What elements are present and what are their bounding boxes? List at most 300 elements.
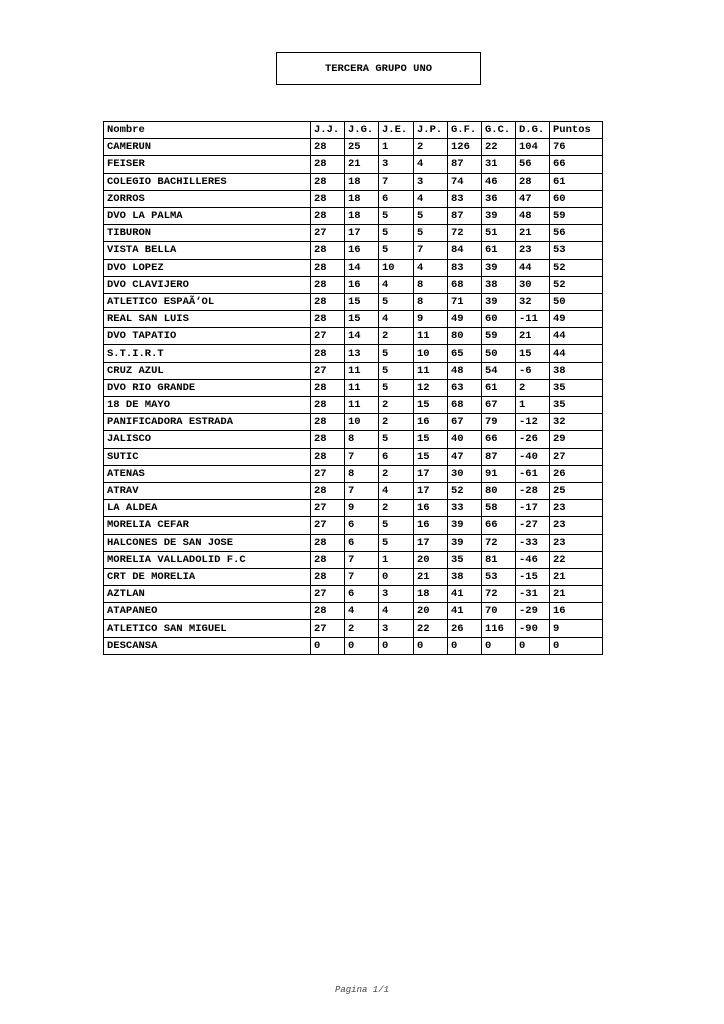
stat-cell: 87 [482,448,516,465]
stat-cell: 30 [516,276,550,293]
stat-cell: 18 [345,207,379,224]
stat-cell: 8 [414,293,448,310]
stat-cell: 28 [311,293,345,310]
table-row [104,293,603,310]
team-name-cell: LA ALDEA [104,500,311,517]
stat-cell: -61 [516,465,550,482]
stat-cell: 28 [311,603,345,620]
stat-cell: 50 [550,293,603,310]
stat-cell: 16 [345,242,379,259]
stat-cell: -6 [516,362,550,379]
stat-cell: 16 [414,500,448,517]
stat-cell: 15 [414,397,448,414]
stat-cell: 28 [311,207,345,224]
stat-cell: -28 [516,482,550,499]
stat-cell: 2 [414,139,448,156]
team-name-cell: DESCANSA [104,637,311,654]
table-row [104,586,603,603]
team-name-cell: JALISCO [104,431,311,448]
stat-cell: 28 [311,156,345,173]
stat-cell: 2 [379,500,414,517]
stat-cell: 71 [448,293,482,310]
stat-cell: 44 [550,328,603,345]
table-row [104,276,603,293]
stat-cell: 0 [379,568,414,585]
team-name-cell: MORELIA CEFAR [104,517,311,534]
stat-cell: 26 [550,465,603,482]
stat-cell: 74 [448,173,482,190]
stat-cell: 4 [379,482,414,499]
stat-cell: 47 [516,190,550,207]
table-row [104,207,603,224]
stat-cell: 5 [379,362,414,379]
stat-cell: 5 [379,379,414,396]
stat-cell: 35 [550,379,603,396]
stat-cell: 52 [448,482,482,499]
stat-cell: 16 [345,276,379,293]
stat-cell: 44 [550,345,603,362]
stat-cell: 4 [345,603,379,620]
stat-cell: 26 [448,620,482,637]
stat-cell: 28 [311,379,345,396]
stat-cell: 21 [516,225,550,242]
stat-cell: 53 [550,242,603,259]
stat-cell: 63 [448,379,482,396]
stat-cell: 72 [482,586,516,603]
stat-cell: 11 [345,397,379,414]
stat-cell: 65 [448,345,482,362]
stat-cell: 5 [379,242,414,259]
stat-cell: 7 [379,173,414,190]
stat-cell: 27 [311,328,345,345]
stat-cell: 87 [448,156,482,173]
stat-cell: 23 [550,500,603,517]
stat-cell: 6 [345,517,379,534]
stat-cell: 22 [414,620,448,637]
table-body [104,139,603,655]
stat-cell: 21 [414,568,448,585]
stat-cell: -17 [516,500,550,517]
stat-cell: 23 [550,534,603,551]
stat-cell: -90 [516,620,550,637]
stat-cell: 28 [311,482,345,499]
stat-cell: 53 [482,568,516,585]
stat-cell: 48 [448,362,482,379]
stat-cell: 27 [311,517,345,534]
team-name-cell: FEISER [104,156,311,173]
table-row [104,551,603,568]
stat-cell: 8 [345,431,379,448]
stat-cell: 41 [448,586,482,603]
stat-cell: 28 [311,259,345,276]
stat-cell: -15 [516,568,550,585]
stat-cell: 25 [345,139,379,156]
stat-cell: 39 [482,293,516,310]
stat-cell: 70 [482,603,516,620]
stat-cell: 32 [550,414,603,431]
stat-cell: 28 [311,276,345,293]
stat-cell: 35 [448,551,482,568]
team-name-cell: ATENAS [104,465,311,482]
stat-cell: 6 [345,534,379,551]
stat-cell: 14 [345,328,379,345]
column-header: D.G. [516,122,550,139]
team-name-cell: TIBURON [104,225,311,242]
stat-cell: 5 [379,293,414,310]
stat-cell: 0 [482,637,516,654]
stat-cell: 20 [414,603,448,620]
standings-table [103,121,603,655]
stat-cell: 9 [550,620,603,637]
table-row [104,431,603,448]
stat-cell: 28 [516,173,550,190]
stat-cell: -26 [516,431,550,448]
stat-cell: 0 [448,637,482,654]
stat-cell: 54 [482,362,516,379]
table-row [104,190,603,207]
stat-cell: 72 [448,225,482,242]
stat-cell: 9 [345,500,379,517]
stat-cell: 0 [516,637,550,654]
stat-cell: 28 [311,414,345,431]
team-name-cell: DVO LA PALMA [104,207,311,224]
stat-cell: 31 [482,156,516,173]
table-row [104,414,603,431]
stat-cell: 51 [482,225,516,242]
stat-cell: 5 [379,207,414,224]
stat-cell: 66 [550,156,603,173]
team-name-cell: DVO LOPEZ [104,259,311,276]
stat-cell: -27 [516,517,550,534]
stat-cell: 59 [550,207,603,224]
stat-cell: 12 [414,379,448,396]
stat-cell: 21 [550,568,603,585]
stat-cell: 38 [482,276,516,293]
stat-cell: 11 [414,362,448,379]
stat-cell: 15 [345,311,379,328]
stat-cell: 39 [448,517,482,534]
stat-cell: 28 [311,534,345,551]
stat-cell: 39 [448,534,482,551]
stat-cell: 2 [379,328,414,345]
table-row [104,156,603,173]
table-row [104,311,603,328]
stat-cell: 66 [482,431,516,448]
stat-cell: 44 [516,259,550,276]
stat-cell: 15 [414,431,448,448]
table-header [104,122,603,139]
stat-cell: 56 [550,225,603,242]
team-name-cell: ZORROS [104,190,311,207]
stat-cell: 83 [448,190,482,207]
stat-cell: 4 [414,190,448,207]
team-name-cell: S.T.I.R.T [104,345,311,362]
stat-cell: 5 [379,517,414,534]
stat-cell: 2 [379,465,414,482]
stat-cell: 80 [482,482,516,499]
stat-cell: 27 [311,225,345,242]
stat-cell: 14 [345,259,379,276]
stat-cell: 38 [550,362,603,379]
stat-cell: 2 [345,620,379,637]
team-name-cell: DVO TAPATIO [104,328,311,345]
table-row [104,397,603,414]
stat-cell: 50 [482,345,516,362]
stat-cell: 4 [379,603,414,620]
stat-cell: 0 [345,637,379,654]
stat-cell: 5 [379,225,414,242]
stat-cell: 68 [448,397,482,414]
stat-cell: 91 [482,465,516,482]
team-name-cell: CRUZ AZUL [104,362,311,379]
team-name-cell: DVO CLAVIJERO [104,276,311,293]
table-row [104,345,603,362]
stat-cell: 0 [311,637,345,654]
stat-cell: 23 [550,517,603,534]
stat-cell: 28 [311,568,345,585]
stat-cell: 25 [550,482,603,499]
stat-cell: 36 [482,190,516,207]
stat-cell: 2 [379,414,414,431]
table-row [104,173,603,190]
stat-cell: 29 [550,431,603,448]
stat-cell: 39 [482,259,516,276]
stat-cell: 49 [550,311,603,328]
team-name-cell: REAL SAN LUIS [104,311,311,328]
stat-cell: 67 [448,414,482,431]
team-name-cell: SUTIC [104,448,311,465]
stat-cell: 5 [379,431,414,448]
table-row [104,500,603,517]
stat-cell: 11 [345,379,379,396]
stat-cell: 27 [550,448,603,465]
stat-cell: 28 [311,397,345,414]
stat-cell: 8 [345,465,379,482]
stat-cell: 68 [448,276,482,293]
table-row [104,362,603,379]
stat-cell: 33 [448,500,482,517]
stat-cell: 2 [379,397,414,414]
stat-cell: 20 [414,551,448,568]
column-header: J.E. [379,122,414,139]
stat-cell: 59 [482,328,516,345]
stat-cell: 1 [379,551,414,568]
table-row [104,448,603,465]
stat-cell: 10 [345,414,379,431]
stat-cell: 76 [550,139,603,156]
column-header: G.C. [482,122,516,139]
stat-cell: 52 [550,259,603,276]
stat-cell: 1 [379,139,414,156]
stat-cell: 28 [311,139,345,156]
table-row [104,620,603,637]
team-name-cell: DVO RIO GRANDE [104,379,311,396]
stat-cell: 60 [550,190,603,207]
stat-cell: 48 [516,207,550,224]
stat-cell: 18 [414,586,448,603]
stat-cell: 30 [448,465,482,482]
table-row [104,328,603,345]
stat-cell: 27 [311,586,345,603]
table-row [104,517,603,534]
stat-cell: -40 [516,448,550,465]
stat-cell: 28 [311,448,345,465]
table-row [104,379,603,396]
stat-cell: 83 [448,259,482,276]
stat-cell: 6 [379,190,414,207]
stat-cell: 4 [379,276,414,293]
stat-cell: 47 [448,448,482,465]
stat-cell: 3 [414,173,448,190]
team-name-cell: CRT DE MORELIA [104,568,311,585]
table-row [104,603,603,620]
stat-cell: 35 [550,397,603,414]
stat-cell: 0 [550,637,603,654]
page-title: TERCERA GRUPO UNO [276,52,481,85]
team-name-cell: MORELIA VALLADOLID F.C [104,551,311,568]
stat-cell: 21 [516,328,550,345]
stat-cell: 4 [379,311,414,328]
team-name-cell: AZTLAN [104,586,311,603]
table-row [104,534,603,551]
stat-cell: 11 [345,362,379,379]
team-name-cell: VISTA BELLA [104,242,311,259]
stat-cell: 17 [414,482,448,499]
stat-cell: 17 [414,534,448,551]
table-row [104,568,603,585]
stat-cell: 9 [414,311,448,328]
stat-cell: 66 [482,517,516,534]
stat-cell: 56 [516,156,550,173]
stat-cell: 5 [379,345,414,362]
stat-cell: 87 [448,207,482,224]
stat-cell: 46 [482,173,516,190]
stat-cell: 104 [516,139,550,156]
stat-cell: 79 [482,414,516,431]
stat-cell: -31 [516,586,550,603]
header-row [104,122,603,139]
stat-cell: 4 [414,156,448,173]
table-row [104,242,603,259]
stat-cell: 72 [482,534,516,551]
table-row [104,482,603,499]
team-name-cell: COLEGIO BACHILLERES [104,173,311,190]
stat-cell: 7 [345,568,379,585]
stat-cell: 3 [379,156,414,173]
stat-cell: -12 [516,414,550,431]
table-row [104,139,603,156]
stat-cell: 2 [516,379,550,396]
column-header: Nombre [104,122,311,139]
stat-cell: 21 [550,586,603,603]
column-header: Puntos [550,122,603,139]
stat-cell: 8 [414,276,448,293]
stat-cell: 28 [311,431,345,448]
stat-cell: 28 [311,311,345,328]
stat-cell: 28 [311,551,345,568]
stat-cell: 41 [448,603,482,620]
stat-cell: 4 [414,259,448,276]
team-name-cell: PANIFICADORA ESTRADA [104,414,311,431]
stat-cell: 17 [345,225,379,242]
stat-cell: -29 [516,603,550,620]
stat-cell: 5 [379,534,414,551]
column-header: G.F. [448,122,482,139]
stat-cell: 32 [516,293,550,310]
stat-cell: 16 [550,603,603,620]
stat-cell: 11 [414,328,448,345]
stat-cell: 52 [550,276,603,293]
stat-cell: -33 [516,534,550,551]
stat-cell: 84 [448,242,482,259]
stat-cell: 58 [482,500,516,517]
stat-cell: 13 [345,345,379,362]
stat-cell: 126 [448,139,482,156]
stat-cell: 5 [414,207,448,224]
team-name-cell: HALCONES DE SAN JOSE [104,534,311,551]
stat-cell: 10 [379,259,414,276]
stat-cell: 3 [379,586,414,603]
table-row [104,225,603,242]
stat-cell: 81 [482,551,516,568]
stat-cell: 28 [311,190,345,207]
stat-cell: 6 [379,448,414,465]
column-header: J.P. [414,122,448,139]
stat-cell: 7 [345,448,379,465]
stat-cell: 61 [482,242,516,259]
stat-cell: 40 [448,431,482,448]
team-name-cell: ATLETICO ESPAÃ‘OL [104,293,311,310]
stat-cell: 21 [345,156,379,173]
stat-cell: 7 [345,482,379,499]
stat-cell: 27 [311,362,345,379]
stat-cell: 27 [311,465,345,482]
stat-cell: 28 [311,345,345,362]
table-row [104,637,603,654]
stat-cell: 28 [311,242,345,259]
stat-cell: 15 [516,345,550,362]
stat-cell: 60 [482,311,516,328]
stat-cell: 27 [311,620,345,637]
stat-cell: 16 [414,414,448,431]
team-name-cell: ATLETICO SAN MIGUEL [104,620,311,637]
stat-cell: 67 [482,397,516,414]
team-name-cell: 18 DE MAYO [104,397,311,414]
stat-cell: 16 [414,517,448,534]
stat-cell: 18 [345,190,379,207]
stat-cell: 22 [550,551,603,568]
stat-cell: 6 [345,586,379,603]
stat-cell: 15 [414,448,448,465]
stat-cell: 28 [311,173,345,190]
stat-cell: 23 [516,242,550,259]
stat-cell: 0 [414,637,448,654]
team-name-cell: CAMERUN [104,139,311,156]
team-name-cell: ATRAV [104,482,311,499]
table-row [104,259,603,276]
stat-cell: 1 [516,397,550,414]
page-footer: Pagina 1/1 [334,985,389,995]
stat-cell: 27 [311,500,345,517]
stat-cell: 49 [448,311,482,328]
stat-cell: 3 [379,620,414,637]
stat-cell: 17 [414,465,448,482]
column-header: J.G. [345,122,379,139]
stat-cell: 61 [550,173,603,190]
team-name-cell: ATAPANEO [104,603,311,620]
table-row [104,465,603,482]
column-header: J.J. [311,122,345,139]
